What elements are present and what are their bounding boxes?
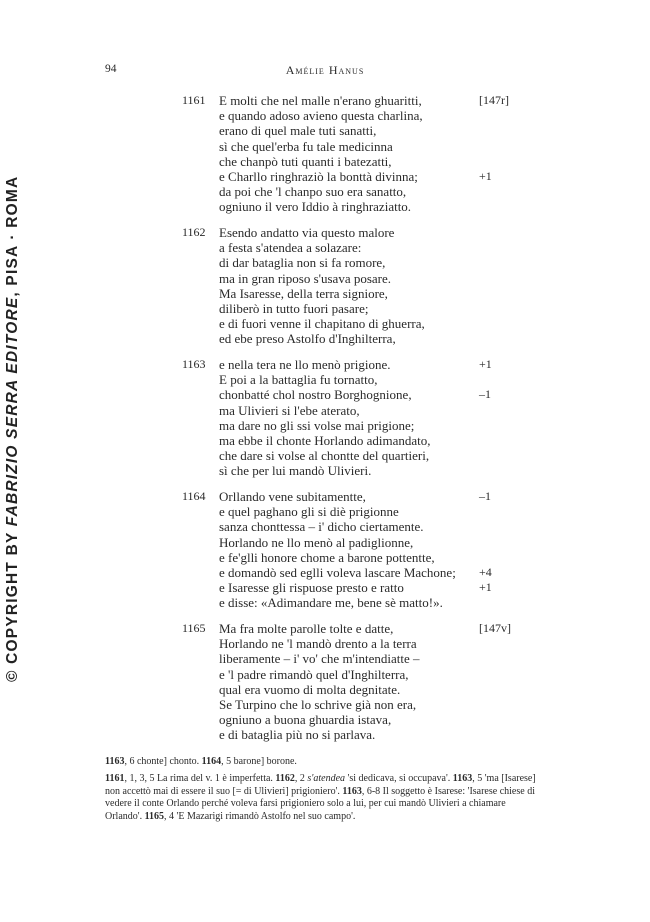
verse-line: a festa s'atendea a solazare: <box>219 240 362 256</box>
margin-note: +1 <box>479 580 492 595</box>
margin-note: [147r] <box>479 93 509 107</box>
verse-line: ogniuno il vero Iddio à ringhraziatto. <box>219 199 412 215</box>
verse-line: e domandò sed eglli voleva lascare Machone; <box>219 565 456 580</box>
stanza-number: 1163 <box>182 357 206 371</box>
verse-line: e di fuori venne il chapitano di ghuerra, <box>219 316 425 332</box>
verse-line: e quando adoso avieno questa charlina, <box>219 108 423 124</box>
verse-line: e quel paghano gli si diè prigionne <box>219 504 399 520</box>
verse-line: ma Ulivieri si l'ebe aterato, <box>219 402 360 418</box>
verse-line: liberamente – i' vo' che m'intendiatte – <box>219 651 420 667</box>
verse-line: ma dare no gli ssi volse mai prigione; <box>219 417 415 433</box>
verse-line: qual era vuomo di molta degnitate. <box>219 681 401 697</box>
margin-note: +1 <box>479 169 492 183</box>
verse-line: E poi a la battaglia fu tornatto, <box>219 372 378 388</box>
margin-note: +1 <box>479 357 492 371</box>
verse-line: sì che quel'erba fu tale medicinna <box>219 138 393 154</box>
margin-note: –1 <box>479 489 491 503</box>
verse-line: ed ebe preso Astolfo d'Inghilterra, <box>219 331 396 347</box>
verse-line: e di bataglia più no si parlava. <box>219 727 376 743</box>
running-title: Amélie Hanus <box>285 63 365 77</box>
margin-note: –1 <box>479 387 491 402</box>
verse-line: e fe'glli honore chome a barone pottentte, <box>219 549 435 565</box>
verse-line: ogniuno a buona ghuardia istava, <box>219 712 392 728</box>
verse-line: Horlando ne 'l mandò drento a la terra <box>219 636 417 652</box>
verse-line: che dare si volse al chontte del quartieri, <box>219 448 430 464</box>
verse-line: sanza chonttessa – i' dicho ciertamente. <box>219 519 424 535</box>
verse-line: diliberò in tutto fuori pasare; <box>219 301 369 316</box>
copyright-notice: © COPYRIGHT BY FABRIZIO SERRA EDITORE, PISA · ROMA <box>4 175 21 682</box>
verse-line: Orllando vene subitamentte, <box>219 489 366 504</box>
verse-line: sì che per lui mandò Ulivieri. <box>219 463 372 479</box>
verse-line: E molti che nel malle n'erano ghuaritti, <box>219 93 422 108</box>
stanza-number: 1164 <box>182 489 206 503</box>
verse-line: Horlando ne llo menò al padiglionne, <box>219 534 414 550</box>
verse-line: Se Turpino che lo schrive già non era, <box>219 697 417 712</box>
verse-line: e 'l padre rimandò quel d'Inghilterra, <box>219 666 409 682</box>
verse-line: e Charllo ringhraziò la bonttà divinna; <box>219 169 418 184</box>
stanza-number: 1165 <box>182 621 206 635</box>
verse-line: ma in gran riposo s'usava posare. <box>219 270 392 286</box>
verse-line: ma ebbe il chonte Horlando adimandato, <box>219 433 431 448</box>
verse-line: chonbatté chol nostro Borghognione, <box>219 387 412 403</box>
margin-note: +4 <box>479 565 492 579</box>
verse-line: e Isaresse gli rispuose presto e ratto <box>219 580 404 596</box>
stanza-number: 1161 <box>182 93 206 107</box>
verse-line: di dar bataglia non si fa romore, <box>219 255 386 271</box>
verse-line: che chanpò tuti quanti i batezatti, <box>219 153 392 169</box>
margin-note: [147v] <box>479 621 511 635</box>
page-number: 94 <box>105 63 117 75</box>
verse-line: da poi che 'l chanpo suo era sanatto, <box>219 184 407 200</box>
commentary-notes: 1161, 1, 3, 5 La rima del v. 1 è imperfetta. 1162, 2 s'atendea 'si dedicava, si occupava'. 1163, 5 'ma [Isarese] non accettò mai di essere il suo [= di Ulivieri] prigioniero'. 1163, 6-8 Il soggetto è Isarese: 'Isarese chiese di vedere il conte Orlando perché voleva farsi prigioniero solo a lui, per cui mandò Ulivieri a chiamare Orlando'. 1165, 4 'E Mazarigi rimandò Astolfo nel suo campo'. <box>105 773 536 822</box>
verse-line: erano di quel male tuti sanatti, <box>219 123 377 139</box>
verse-line: e nella tera ne llo menò prigione. <box>219 357 391 372</box>
verse-line: Esendo andatto via questo malore <box>219 225 395 240</box>
verse-line: Ma Isaresse, della terra signiore, <box>219 285 388 301</box>
verse-line: e disse: «Adimandare me, bene sè matto!». <box>219 595 443 611</box>
critical-apparatus: 1163, 6 chonte] chonto. 1164, 5 barone] borone. <box>105 756 297 767</box>
verse-line: Ma fra molte parolle tolte e datte, <box>219 621 394 636</box>
stanza-number: 1162 <box>182 225 206 239</box>
